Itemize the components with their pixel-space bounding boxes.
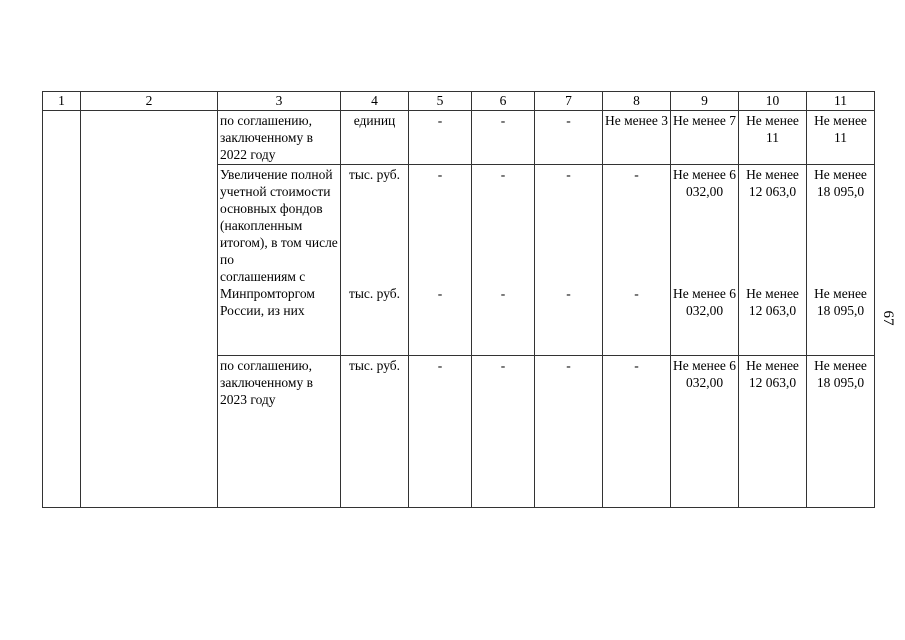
value-cell <box>739 165 807 356</box>
value-cell: - <box>535 111 603 165</box>
header-col-5: 5 <box>409 92 472 111</box>
indicator-cell: по соглашению, заключенному в 2023 году <box>218 356 341 508</box>
indicator-cell: по соглашению, заключенному в 2022 году <box>218 111 341 165</box>
value-cell: Не менее 12 063,0 <box>739 356 807 508</box>
value-b: Не менее 18 095,0 <box>814 286 867 318</box>
header-col-4: 4 <box>341 92 409 111</box>
value-cell: Не менее 18 095,0 <box>807 356 875 508</box>
value-b: - <box>437 286 443 301</box>
value-b: - <box>634 286 639 301</box>
value-cell: - <box>409 356 472 508</box>
value-cell <box>535 165 603 356</box>
header-col-6: 6 <box>472 92 535 111</box>
value-cell: Не менее 3 <box>603 111 671 165</box>
value-cell: - <box>603 356 671 508</box>
header-col-10: 10 <box>739 92 807 111</box>
value-cell <box>807 165 875 356</box>
value-cell: - <box>535 356 603 508</box>
value-a: - <box>566 167 571 182</box>
page-number: 67 <box>880 310 896 326</box>
value-a: - <box>500 167 506 182</box>
value-cell <box>472 165 535 356</box>
value-cell: Не менее 11 <box>807 111 875 165</box>
value-b: Не менее 6 032,00 <box>673 286 736 318</box>
header-col-3: 3 <box>218 92 341 111</box>
value-a: - <box>437 167 443 182</box>
value-b: - <box>566 286 571 301</box>
value-cell: Не менее 11 <box>739 111 807 165</box>
value-cell: - <box>472 356 535 508</box>
value-cell: Не менее 6 032,00 <box>671 356 739 508</box>
value-b: - <box>500 286 506 301</box>
header-row <box>43 92 875 111</box>
unit-cell: единиц <box>341 111 409 165</box>
value-a: - <box>634 167 639 182</box>
table-row <box>43 111 875 165</box>
unit-cell: тыс. руб. <box>341 356 409 508</box>
unit-text-b: тыс. руб. <box>348 286 401 301</box>
value-b: Не менее 12 063,0 <box>746 286 799 318</box>
col-2-merged-cell <box>81 111 218 508</box>
value-cell <box>671 165 739 356</box>
indicator-table <box>42 91 875 508</box>
header-col-7: 7 <box>535 92 603 111</box>
header-col-8: 8 <box>603 92 671 111</box>
unit-cell <box>341 165 409 356</box>
indicator-text-part-1: Увеличение полной учетной стоимости основных фондов (накопленным итогом), в том числе по <box>220 167 338 267</box>
value-cell: Не менее 7 <box>671 111 739 165</box>
col-1-merged-cell <box>43 111 81 508</box>
header-col-9: 9 <box>671 92 739 111</box>
value-cell: - <box>472 111 535 165</box>
value-cell: - <box>409 111 472 165</box>
indicator-text-part-2: соглашениям с Минпромторгом России, из них <box>220 269 315 318</box>
value-a: Не менее 12 063,0 <box>746 167 799 199</box>
header-col-11: 11 <box>807 92 875 111</box>
indicator-cell <box>218 165 341 356</box>
value-cell <box>603 165 671 356</box>
header-col-2: 2 <box>81 92 218 111</box>
value-a: Не менее 6 032,00 <box>673 167 736 199</box>
value-a: Не менее 18 095,0 <box>814 167 867 199</box>
value-cell <box>409 165 472 356</box>
unit-text-a: тыс. руб. <box>348 167 401 182</box>
header-col-1: 1 <box>43 92 81 111</box>
